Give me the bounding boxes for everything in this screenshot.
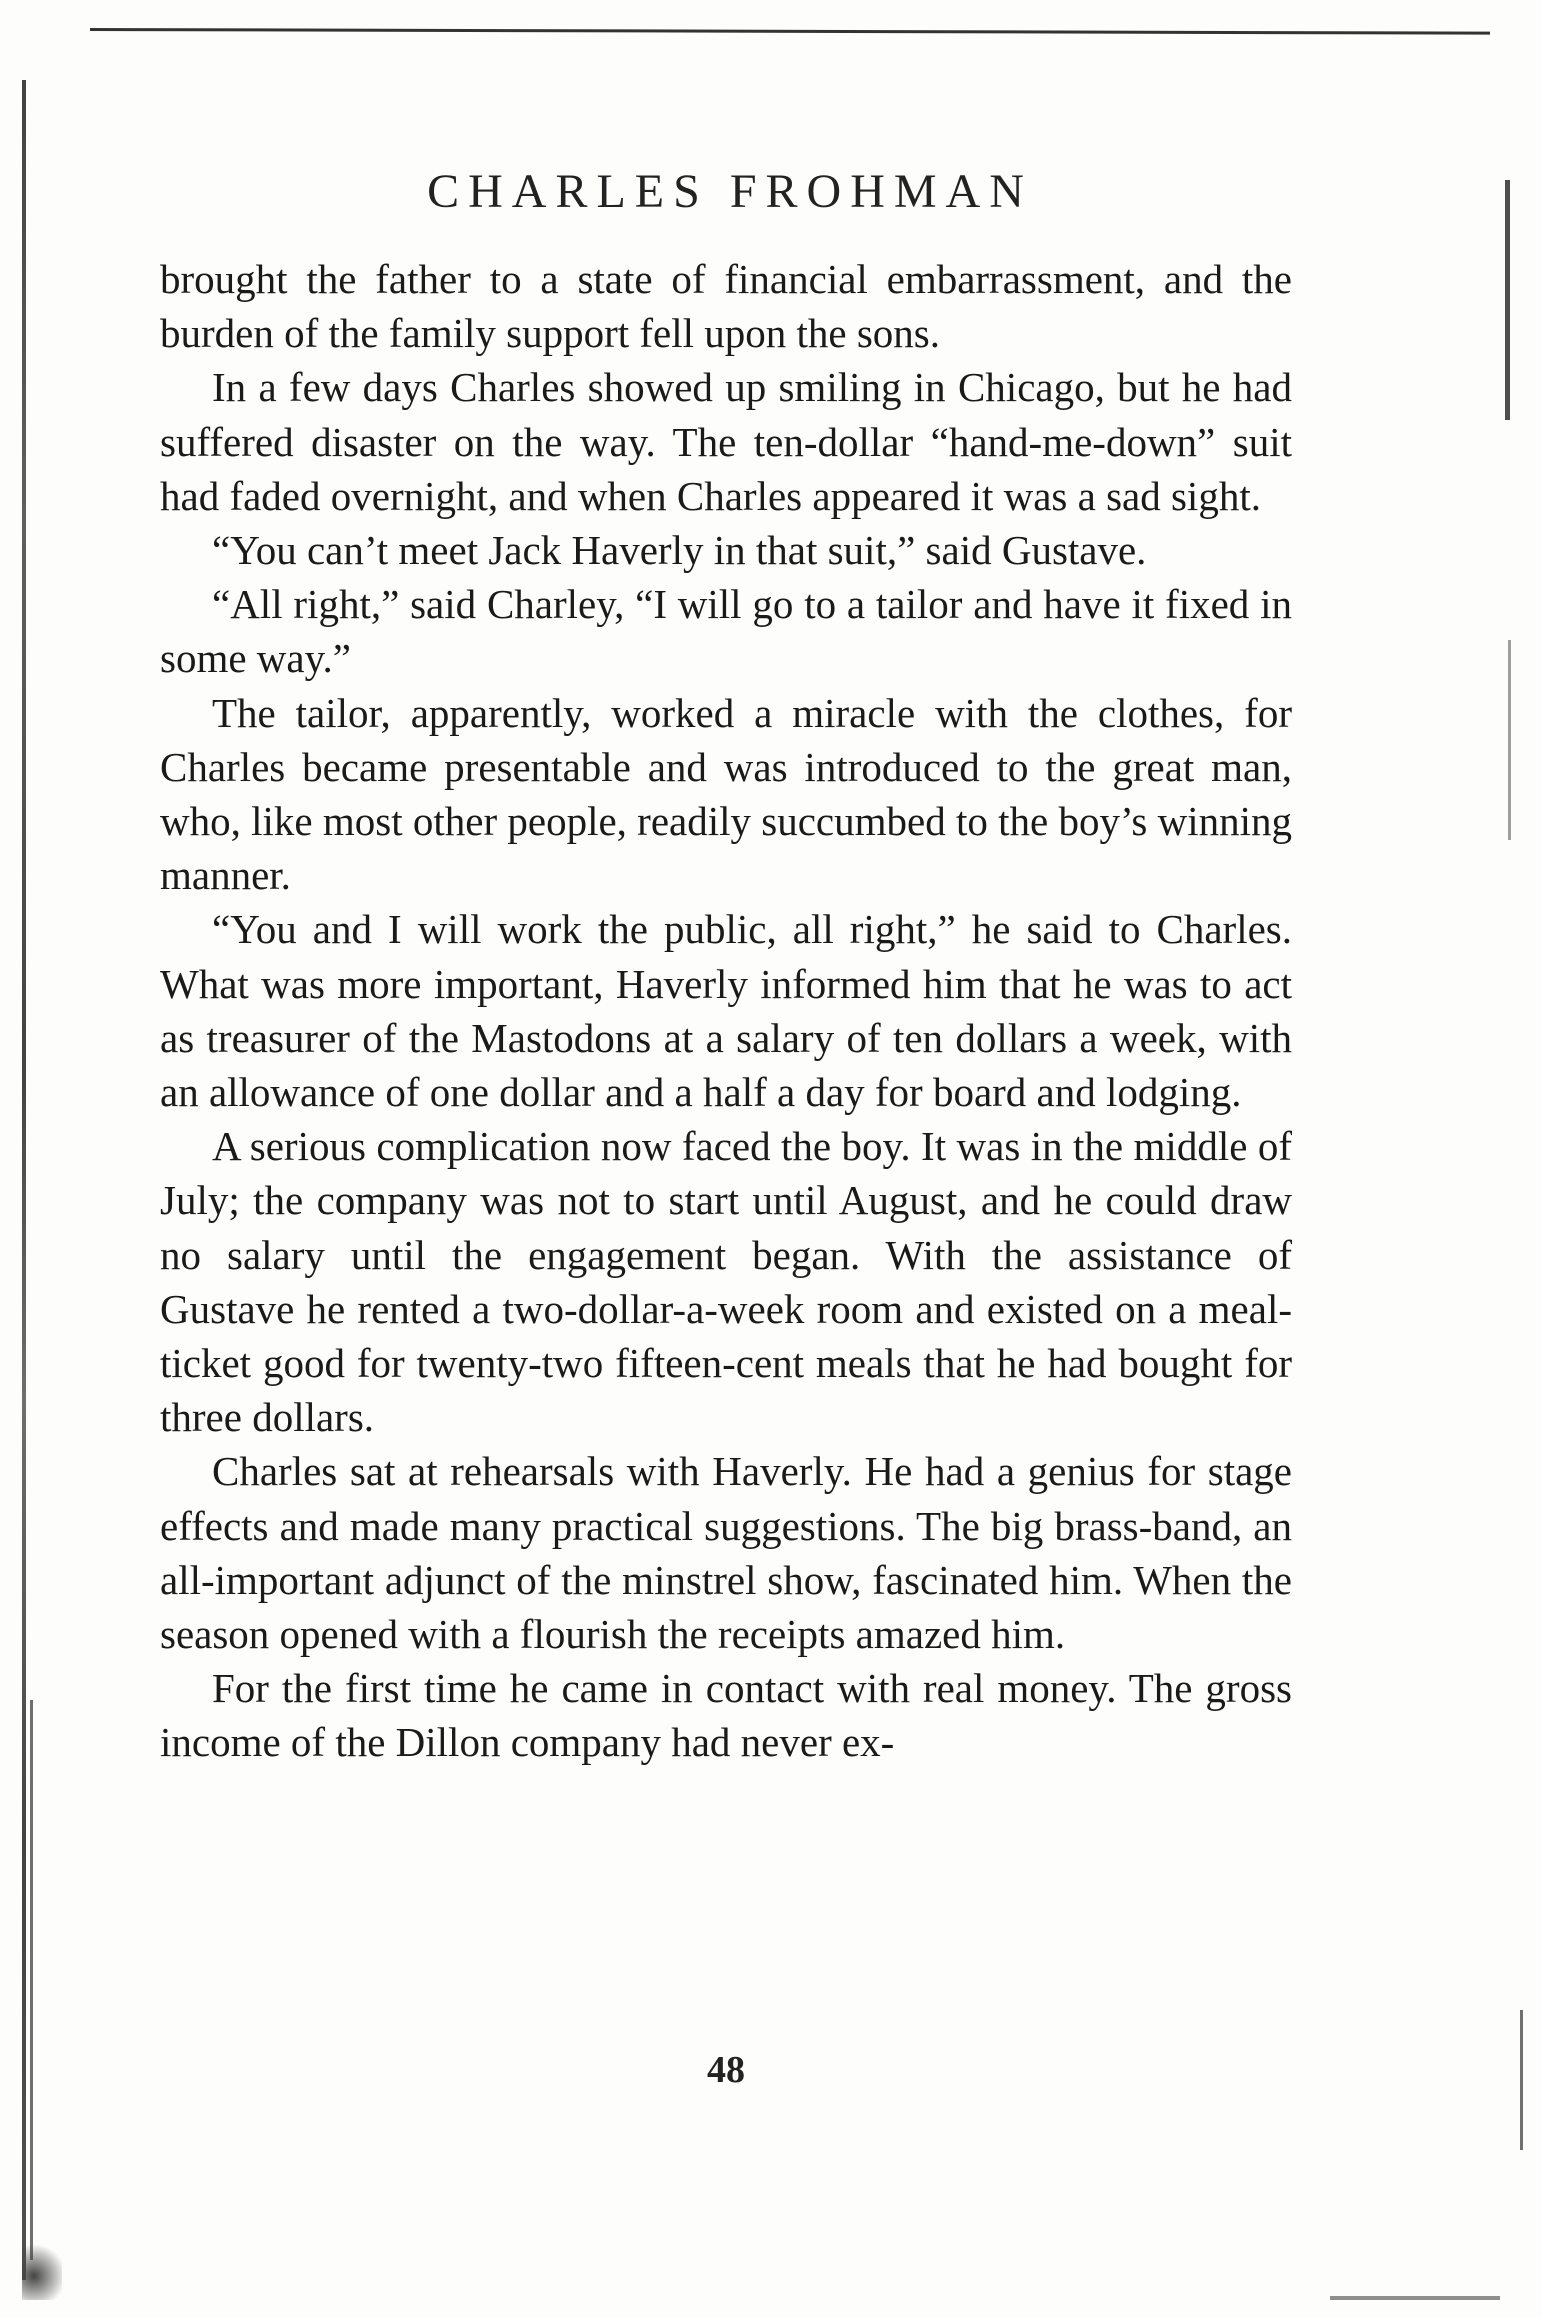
- left-binding-shadow: [22, 80, 26, 2280]
- top-page-edge-line: [90, 28, 1490, 35]
- paragraph-5: The tailor, apparently, worked a miracle with the clothes, for Charles became presentable and was introduced to the great man, who, like most other people, readily succumbed to the boy’s winning manner.: [160, 689, 1292, 899]
- bottom-edge-mark: [1330, 2296, 1500, 2300]
- running-head: CHARLES FROHMAN: [427, 165, 1033, 218]
- paragraph-1: brought the father to a state of financial embarrassment, and the burden of the family support fell upon the sons.: [160, 256, 1292, 357]
- right-edge-mark: [1505, 180, 1510, 420]
- bottom-left-corner-smudge: [22, 2240, 62, 2300]
- body-text: [160, 252, 1292, 1770]
- left-binding-shadow-lower: [30, 1700, 33, 2260]
- paragraph-3: “You can’t meet Jack Haverly in that suit,” said Gustave.: [212, 527, 1147, 574]
- paragraph-9: For the first time he came in contact with real money. The gross income of the Dillon company had never ex-: [160, 1665, 1292, 1766]
- paragraph-7: A serious complication now faced the boy. It was in the middle of July; the company was not to start until August, and he could draw no salary until the engagement began. With the assistance of Gustave he rented a two-dollar-a-week room and existed on a meal-ticket good for twenty-two fifteen-cent meals that he had bought for three dollars.: [160, 1123, 1292, 1441]
- paragraph-4: “All right,” said Charley, “I will go to a tailor and have it fixed in some way.”: [160, 581, 1292, 682]
- paragraph-2: In a few days Charles showed up smiling in Chicago, but he had suffered disaster on the way. The ten-dollar “hand-me-down” suit had faded overnight, and when Charles appeared it was a sad sight.: [160, 364, 1292, 519]
- right-edge-mark-lower: [1520, 2010, 1523, 2150]
- paragraph-6: “You and I will work the public, all right,” he said to Charles. What was more important, Haverly informed him that he was to act as treasurer of the Mastodons at a salary of ten dollars a week, with an allowance of one dollar and a half a day for board and lodging.: [160, 906, 1292, 1116]
- paragraph-8: Charles sat at rehearsals with Haverly. He had a genius for stage effects and made many practical suggestions. The big brass-band, an all-important adjunct of the minstrel show, fascinated him. When the season opened with a flourish the receipts amazed him.: [160, 1448, 1292, 1658]
- page-number: 48: [707, 2049, 745, 2091]
- right-edge-mark-middle: [1508, 640, 1511, 840]
